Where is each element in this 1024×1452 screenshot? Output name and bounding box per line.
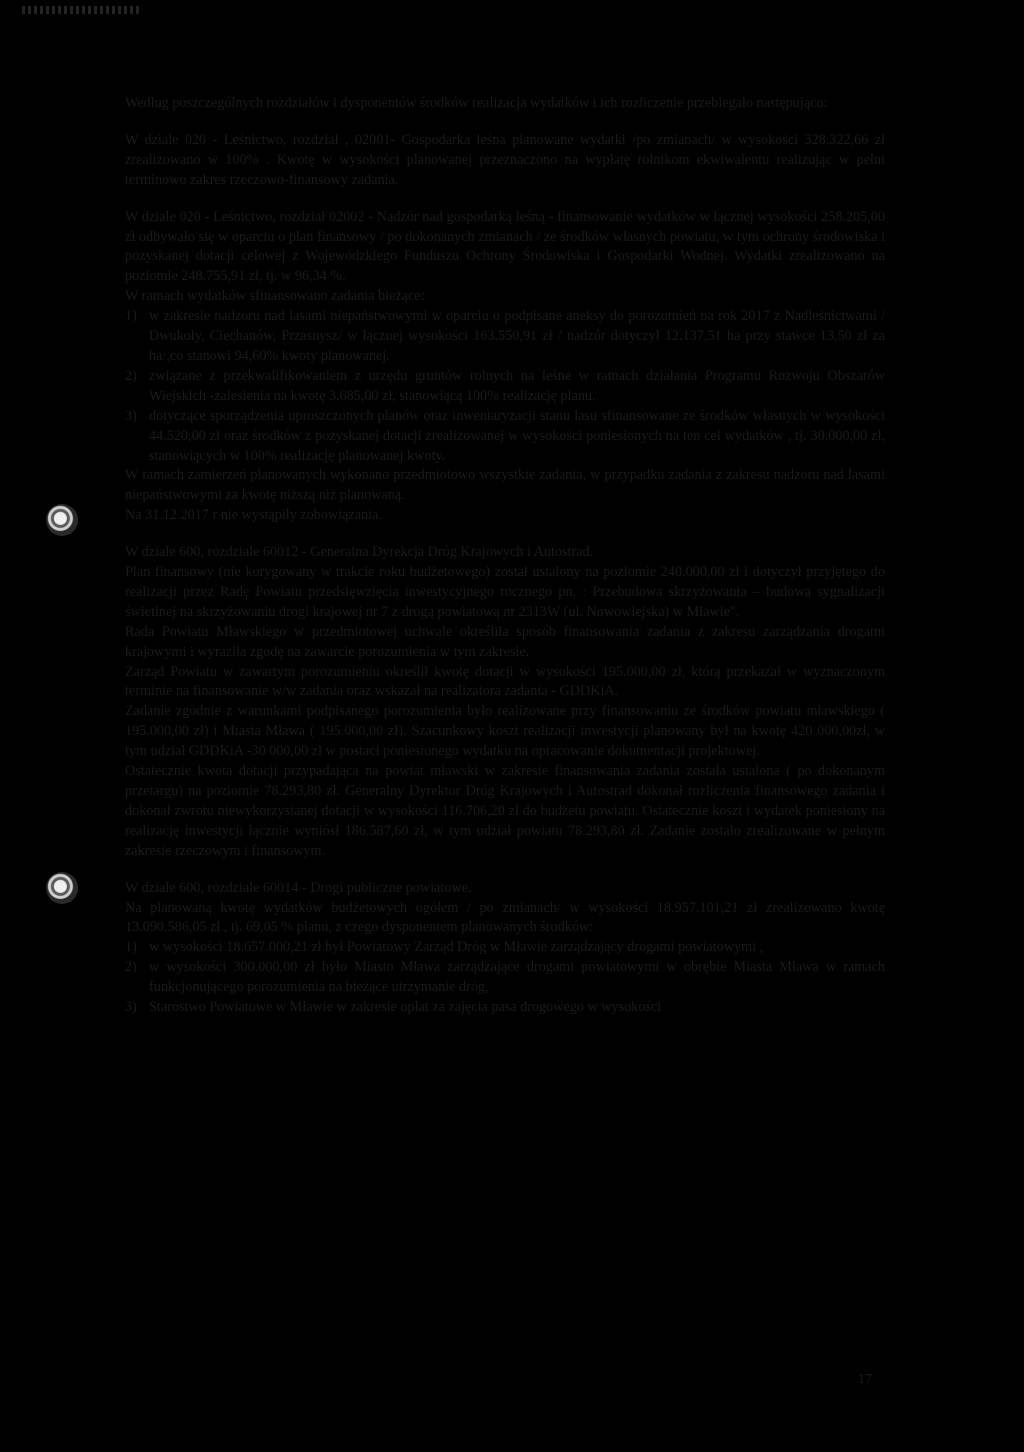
list-item: 3) dotyczące sporządzenia uproszczonych planów oraz inwentaryzacji stanu lasu sfinansowane ze środków własnych w wysokości 44.520,00 zł oraz środków z pozyskanej dotacji zrealizowanej w wysokości poniesionych na ten cel wydatków , tj. 30.000,00 zł, stanowiących w 100% realizację planowanej kwoty. [125,407,885,464]
page-number: 17 [858,1372,872,1387]
paragraph-zarzad: Zarząd Powiatu w zawartym porozumieniu określił kwotę dotacji w wysokości 195.000,00 zł, którą przekazał w wyznaczonym terminie na finansowanie w/w zadania oraz wskazał na realizatora zadania - GDDKiA. [125,663,885,700]
intro-paragraph: Według poszczególnych rozdziałów i dysponentów środków realizacja wydatków i ich rozliczenie przebiegało następująco: [125,95,828,111]
paragraph-tasks-intro: W ramach wydatków sfinansowano zadania bieżące: [125,288,425,305]
paragraph-summary: W ramach zamierzeń planowanych wykonano przedmiotowo wszystkie zadania, w przypadku zadania z zakresu nadzoru nad lasami niepaństwowymi za kwotę niższą niż planowaną. [125,467,885,504]
paragraph-ostatecznie: Ostatecznie kwota dotacji przypadająca na powiat mławski w zakresie finansowania zadania została ustalona ( po dokonanym przetargu) na poziomie 78.293,80 zł. Generalny Dyrektor Dróg Krajowych i Autostrad dokonał rozliczenia finansowego zadania i dokonał zwrotu niewykorzystanej dotacji w wysokości 116.706,20 zł do budżetu powiatu. Ostatecznie koszt i wydatek poniesiony na realizację inwestycji łącznie wyniósł 186.587,60 zł, w tym udział powiatu 78.293,80 zł. Zadanie zostało zrealizowane w pełnym zakresie rzeczowym i finansowym. [125,763,885,859]
heading-60014: W dziale 600, rozdziale 60014 - Drogi publiczne powiatowe. [125,879,472,896]
paragraph-rada: Rada Powiatu Mławskiego w przedmiotowej uchwale określiła sposób finansowania zadania z zakresu zarządzania drogami krajowymi i wyraziła zgodę na zawarcie porozumienia w tym zakresie. [125,623,885,660]
paragraph-plan-60014: Na planowaną kwotę wydatków budżetowych ogółem / po zmianach/ w wysokości 18.957.101,21 zł zrealizowano kwotę 13.090.586,05 zł , tj. 69,05 % planu, z czego dysponentem planowanych środków: [125,899,885,936]
list-item: 1) w zakresie nadzoru nad lasami niepaństwowymi w oparciu o podpisane aneksy do porozumień na rok 2017 z Nadleśnictwami / Dwukoły, Ciechanów, Przasnysz/ w łącznej wysokości 163.550,91 zł / nadzór dotyczył 12.137,51 ha przy stawce 13,50 zł za ha/,co stanowi 94,60% kwoty planowanej. [125,308,885,364]
heading-60012: W dziale 600, rozdziale 60012 - Generalna Dyrekcja Dróg Krajowych i Autostrad. [125,544,594,561]
paragraph-02002: W dziale 020 - Leśnictwo, rozdział 02002 - Nadzór nad gospodarką leśną - finansowanie wydatków w łącznej wysokości 258.205,00 zł odbywało się w oparciu o plan finansowy / po dokonanych zmianach / ze środków własnych powiatu, w tym ochrony środowiska i pozyskanej dotacji celowej z Wojewódzkiego Funduszu Ochrony Środowiska i Gospodarki Wodnej. Wydatki zrealizowano na poziomie 248.755,91 zł, tj. w 96,34 %. [125,208,885,285]
paragraph-obligations: Na 31.12.2017 r nie wystąpiły zobowiązania. [125,507,382,524]
list-item: 3) Starostwo Powiatowe w Mławie w zakresie opłat za zajęcia pasa drogowego w wysokości [125,999,662,1016]
list-item: 2) związane z przekwalifikowaniem z urzędu gruntów rolnych na leśne w ramach działania Programu Rozwoju Obszarów Wiejskich -zalesienia na kwotę 3.685,00 zł, stanowiącą 100% realizację planu. [125,367,885,404]
punch-hole-bottom [46,872,78,904]
punch-hole-top [46,504,78,536]
paragraph-zadanie: Zadanie zgodnie z warunkami podpisanego porozumienia było realizowane przy finansowaniu ze środków powiatu mławskiego ( 195.000,00 zł) i Miasta Mława ( 195.000,00 zł). Szacunkowy koszt realizacji inwestycji planowany był na kwotę 420 000,00zł, w tym udział GDDKiA -30 000,00 zł w postaci poniesionego wydatku na opracowanie dokumentacji projektowej. [125,703,885,760]
paragraph-02001: W dziale 020 - Leśnictwo, rozdział , 02001- Gospodarka leśna planowane wydatki /po zmianach/ w wysokości 328.322,66 zł zrealizowano w 100% . Kwotę w wysokości planowanej przeznaczono na wypłatę rolnikom ekwiwalentu realizując w pełni terminowo zakres rzeczowo-finansowy zadania. [125,131,885,188]
scan-header-mark [22,6,142,14]
list-item: 2) w wysokości 300.000,00 zł było Miasto Mława zarządzające drogami powiatowymi w obrębie Miasta Mława w ramach funkcjonującego porozumienia na bieżące utrzymanie dróg, [125,959,885,996]
list-item: 1) w wysokości 18.657.000,21 zł był Powiatowy Zarząd Dróg w Mławie zarządzający drogami powiatowymi , [125,939,764,956]
document-text [125,94,885,1018]
paragraph-plan-60012: Plan finansowy (nie korygowany w trakcie roku budżetowego) został ustalony na poziomie 240.000,00 zł i dotyczył przyjętego do realizacji przez Radę Powiatu przedsięwzięcia inwestycyjnego rocznego pn. : Przebudowa skrzyżowania – budowa sygnalizacji świetlnej na skrzyżowaniu drogi krajowej nr 7 z drogą powiatową nr 2313W (ul. Nowowiejska) w Mławie". [125,564,885,620]
